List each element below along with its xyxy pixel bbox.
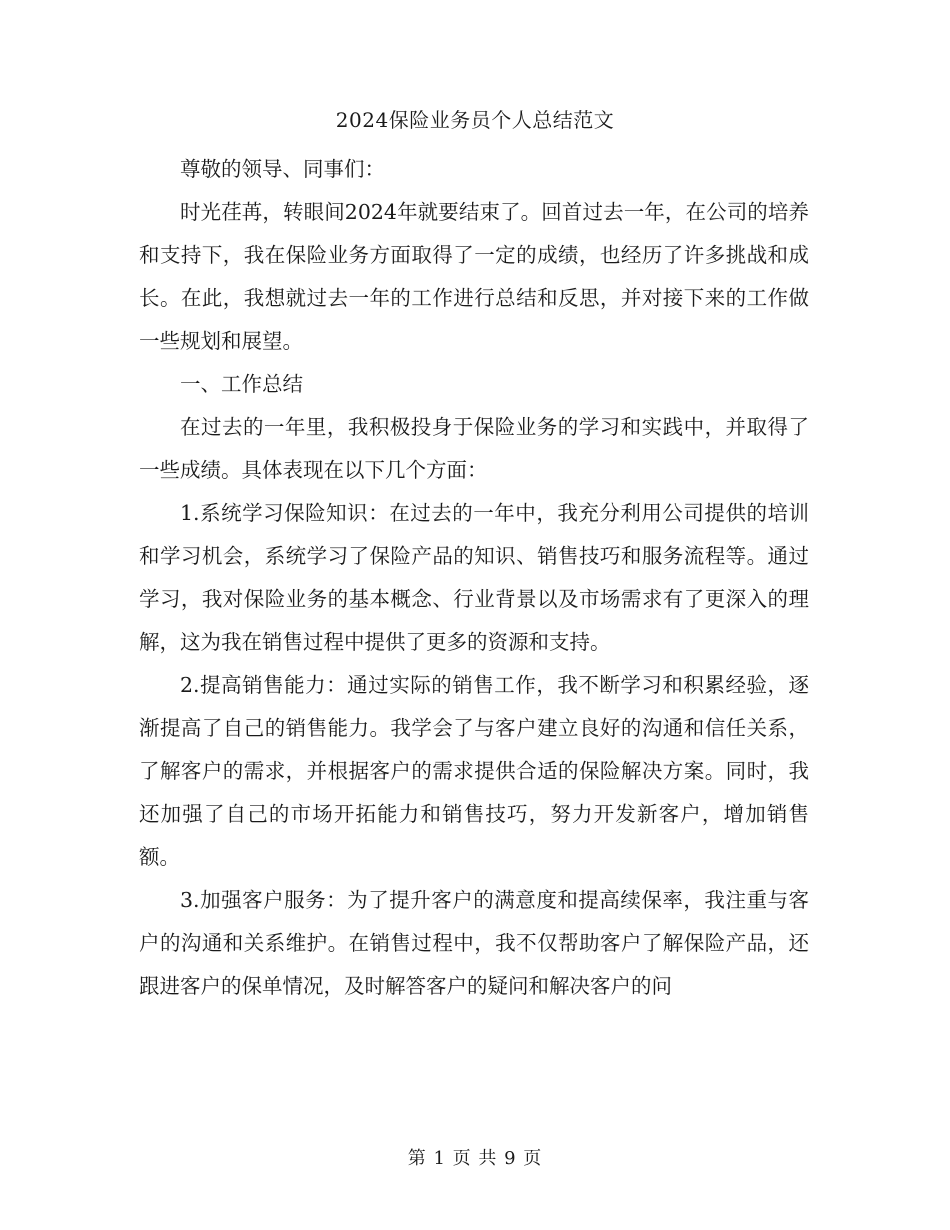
page-number-footer: 第 1 页 共 9 页 xyxy=(407,1148,543,1169)
summary-paragraph: 在过去的一年里，我积极投身于保险业务的学习和实践中，并取得了一些成绩。具体表现在以下几个方面： xyxy=(139,415,809,482)
document-title: 2024保险业务员个人总结范文 xyxy=(335,108,615,132)
point-1-paragraph: 1.系统学习保险知识：在过去的一年中，我充分利用公司提供的培训和学习机会，系统学习了保险产品的知识、销售技巧和服务流程等。通过学习，我对保险业务的基本概念、行业背景以及市场需求有了更深入的理解，这为我在销售过程中提供了更多的资源和支持。 xyxy=(139,501,809,654)
point-2-paragraph: 2.提高销售能力：通过实际的销售工作，我不断学习和积累经验，逐渐提高了自己的销售能力。我学会了与客户建立良好的沟通和信任关系，了解客户的需求，并根据客户的需求提供合适的保险解决方案。同时，我还加强了自己的市场开拓能力和销售技巧，努力开发新客户，增加销售额。 xyxy=(139,673,809,869)
salutation-paragraph: 尊敬的领导、同事们： xyxy=(180,157,385,181)
point-3-paragraph: 3.加强客户服务：为了提升客户的满意度和提高续保率，我注重与客户的沟通和关系维护。在销售过程中，我不仅帮助客户了解保险产品，还跟进客户的保单情况，及时解答客户的疑问和解决客户的问 xyxy=(139,888,809,998)
document-body xyxy=(139,148,809,1008)
intro-paragraph: 时光荏苒，转眼间2024年就要结束了。回首过去一年，在公司的培养和支持下，我在保险业务方面取得了一定的成绩，也经历了许多挑战和成长。在此，我想就过去一年的工作进行总结和反思，并对接下来的工作做一些规划和展望。 xyxy=(139,200,809,353)
section-heading: 一、工作总结 xyxy=(180,372,303,396)
